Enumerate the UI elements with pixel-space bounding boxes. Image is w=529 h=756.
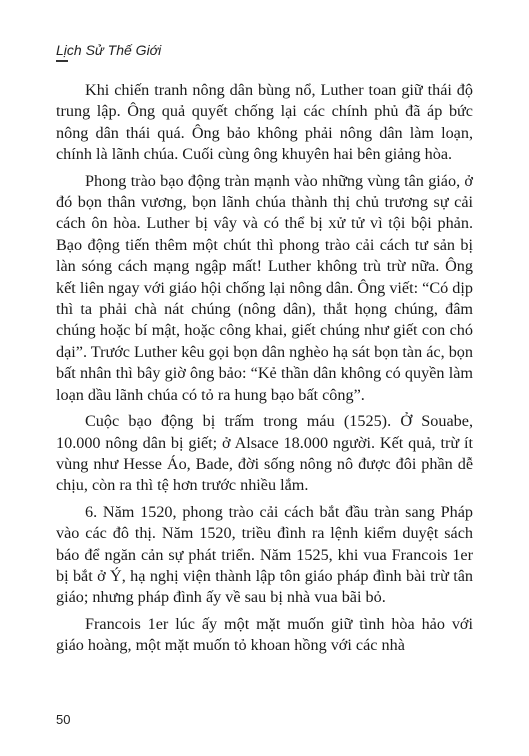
running-header: Lịch Sử Thế Giới xyxy=(56,42,162,58)
paragraph: 6. Năm 1520, phong trào cải cách bắt đầu tràn sang Pháp vào các đô thị. Năm 1520, triều đình ra lệnh kiểm duyệt sách báo để ngăn cản sự phát triển. Năm 1525, khi vua Francois 1er bị bắt ở Ý, hạ nghị viện thành lập tôn giáo pháp đình bài trừ tân giáo; nhưng pháp đình ấy về sau bị nhà vua bãi bỏ. xyxy=(56,502,473,607)
paragraph: Khi chiến tranh nông dân bùng nổ, Luther toan giữ thái độ trung lập. Ông quả quyết chống lại các chính phủ đã áp bức nông dân thái quá. Ông bảo không phải nông dân làm loạn, chính là lãnh chúa. Cuối cùng ông khuyên hai bên giảng hòa. xyxy=(56,81,473,164)
header-rule xyxy=(56,60,68,62)
paragraph: Phong trào bạo động tràn mạnh vào những vùng tân giáo, ở đó bọn thân vương, bọn lãnh chúa thành thị chủ trương sự cải cách ôn hòa. Luther bị vây và có thể bị xử tử vì tội bội phản. Bạo động tiến thêm một chút thì phong trào cải cách tư sản bị làn sóng cách mạng ngập mất! Luther không trù trừ nữa. Ông kết liên ngay với giáo hội chống lại nông dân. Ông viết: “Có dịp thì ta phải chà nát chúng (nông dân), thắt họng chúng, đâm chúng hoặc bí mật, hoặc công khai, giết chúng như giết con chó dại”. Trước Luther kêu gọi bọn dân nghèo hạ sát bọn tàn ác, bọn bất nhân thì bây giờ ông bảo: “Kẻ thần dân không có quyền làm loạn dầu lãnh chúa có tỏ ra hung bạo bất công”. xyxy=(56,171,473,404)
paragraph: Cuộc bạo động bị trấm trong máu (1525). Ở Souabe, 10.000 nông dân bị giết; ở Alsace 18.000 người. Kết quả, trừ ít vùng như Hesse Áo, Bade, đời sống nông nô được đôi phần dễ chịu, còn ra thì tệ hơn trước nhiều lắm. xyxy=(56,412,473,495)
paragraph: Francois 1er lúc ấy một mặt muốn giữ tình hòa hảo với giáo hoàng, một mặt muốn tỏ khoan hồng với các nhà xyxy=(56,614,473,655)
page-number: 50 xyxy=(56,712,71,727)
body-text xyxy=(56,80,473,662)
